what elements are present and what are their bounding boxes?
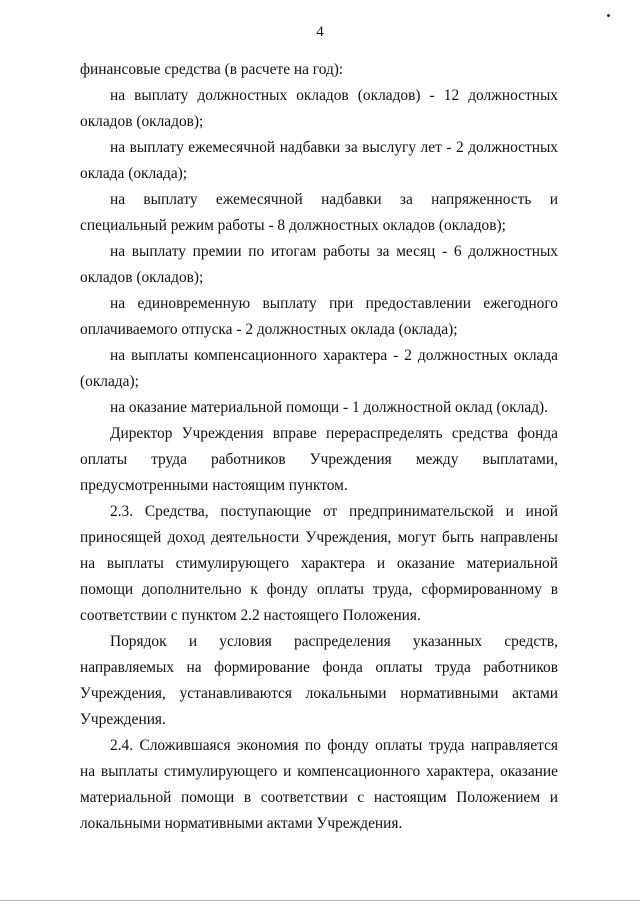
document-body xyxy=(80,57,558,837)
paragraph-section-2-4: 2.4. Сложившаяся экономия по фонду оплаты труда направляется на выплаты стимулирующего и компенсационного характера, оказание материальной помощи в соответствии с настоящим Положением и локальными нормативными актами Учреждения. xyxy=(80,737,558,832)
paragraph-salary-payment: на выплату должностных окладов (окладов) - 12 должностных окладов (окладов); xyxy=(80,87,558,130)
paragraph-director-redistribution: Директор Учреждения вправе перераспределять средства фонда оплаты труда работников Учреждения между выплатами, предусмотренными настоящим пунктом. xyxy=(80,425,558,494)
paragraph-compensation-payments: на выплаты компенсационного характера - 2 должностных оклада (оклада); xyxy=(80,347,558,390)
paragraph-section-2-3: 2.3. Средства, поступающие от предпринимательской и иной приносящей доход деятельности Учреждения, могут быть направлены на выплаты стимулирующего характера и оказание материальной помощи дополнительно к фонду оплаты труда, сформированному в соответствии с пунктом 2.2 настоящего Положения. xyxy=(80,503,558,624)
paragraph-monthly-premium: на выплату премии по итогам работы за месяц - 6 должностных окладов (окладов); xyxy=(80,243,558,286)
paragraph-distribution-procedure: Порядок и условия распределения указанных средств, направляемых на формирование фонда оплаты труда работников Учреждения, устанавливаются локальными нормативными актами Учреждения. xyxy=(80,633,558,728)
paragraph-financial-means: финансовые средства (в расчете на год): xyxy=(80,61,344,78)
paragraph-intensity-bonus: на выплату ежемесячной надбавки за напряженность и специальный режим работы - 8 должностных окладов (окладов); xyxy=(80,191,558,234)
paragraph-material-aid: на оказание материальной помощи - 1 должностной оклад (оклад). xyxy=(110,399,549,416)
paragraph-seniority-bonus: на выплату ежемесячной надбавки за выслугу лет - 2 должностных оклада (оклада); xyxy=(80,139,558,182)
scan-edge-line xyxy=(0,900,640,901)
scan-dot-mark xyxy=(607,14,610,17)
page-number: 4 xyxy=(316,24,324,40)
paragraph-vacation-payment: на единовременную выплату при предоставлении ежегодного оплачиваемого отпуска - 2 должностных оклада (оклада); xyxy=(80,295,558,338)
